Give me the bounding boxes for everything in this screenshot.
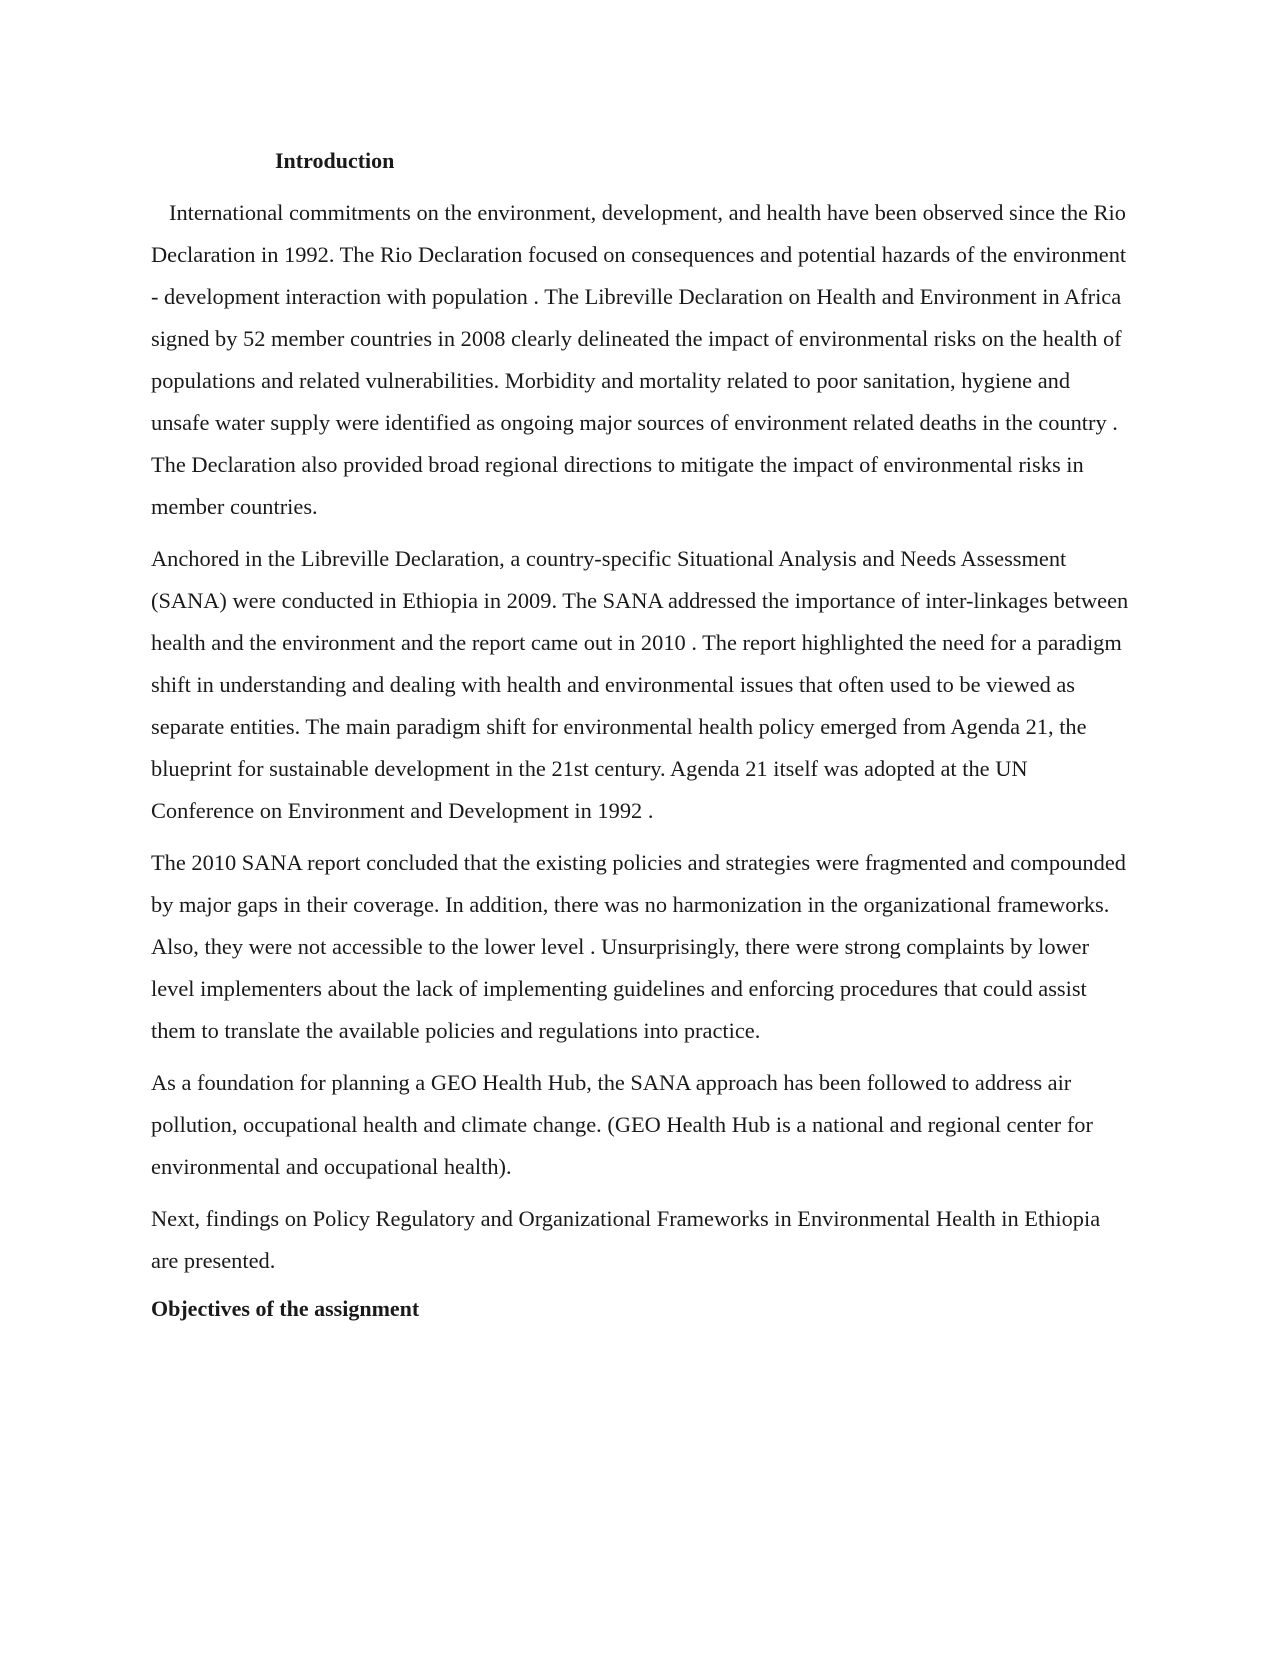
paragraph-1: International commitments on the environment, development, and health have been observed since the Rio Declaration in 1992. The Rio Declaration focused on consequences and potential hazards of the environment - development interaction with population . The Libreville Declaration on Health and Environment in Africa signed by 52 member countries in 2008 clearly delineated the impact of environmental risks on the health of populations and related vulnerabilities. Morbidity and mortality related to poor sanitation, hygiene and unsafe water supply were identified as ongoing major sources of environment related deaths in the country . The Declaration also provided broad regional directions to mitigate the impact of environmental risks in member countries. (151, 200, 1127, 519)
paragraph-4: As a foundation for planning a GEO Health Hub, the SANA approach has been followed to address air pollution, occupational health and climate change. (GEO Health Hub is a national and regional center for environmental and occupational health). (151, 1070, 1093, 1179)
introduction-heading: Introduction (275, 148, 395, 173)
paragraph-2: Anchored in the Libreville Declaration, a country-specific Situational Analysis and Needs Assessment (SANA) were conducted in Ethiopia in 2009. The SANA addressed the importance of inter-linkages between health and the environment and the report came out in 2010 . The report highlighted the need for a paradigm shift in understanding and dealing with health and environmental issues that often used to be viewed as separate entities. The main paradigm shift for environmental health policy emerged from Agenda 21, the blueprint for sustainable development in the 21st century. Agenda 21 itself was adopted at the UN Conference on Environment and Development in 1992 . (151, 546, 1129, 823)
paragraph-3: The 2010 SANA report concluded that the existing policies and strategies were fragmented and compounded by major gaps in their coverage. In addition, there was no harmonization in the organizational frameworks. Also, they were not accessible to the lower level . Unsurprisingly, there were strong complaints by lower level implementers about the lack of implementing guidelines and enforcing procedures that could assist them to translate the available policies and regulations into practice. (151, 850, 1126, 1043)
paragraph-5: Next, findings on Policy Regulatory and Organizational Frameworks in Environmental Health in Ethiopia are presented. (151, 1206, 1101, 1273)
objectives-heading: Objectives of the assignment (151, 1296, 420, 1321)
document-body (151, 144, 1131, 1326)
